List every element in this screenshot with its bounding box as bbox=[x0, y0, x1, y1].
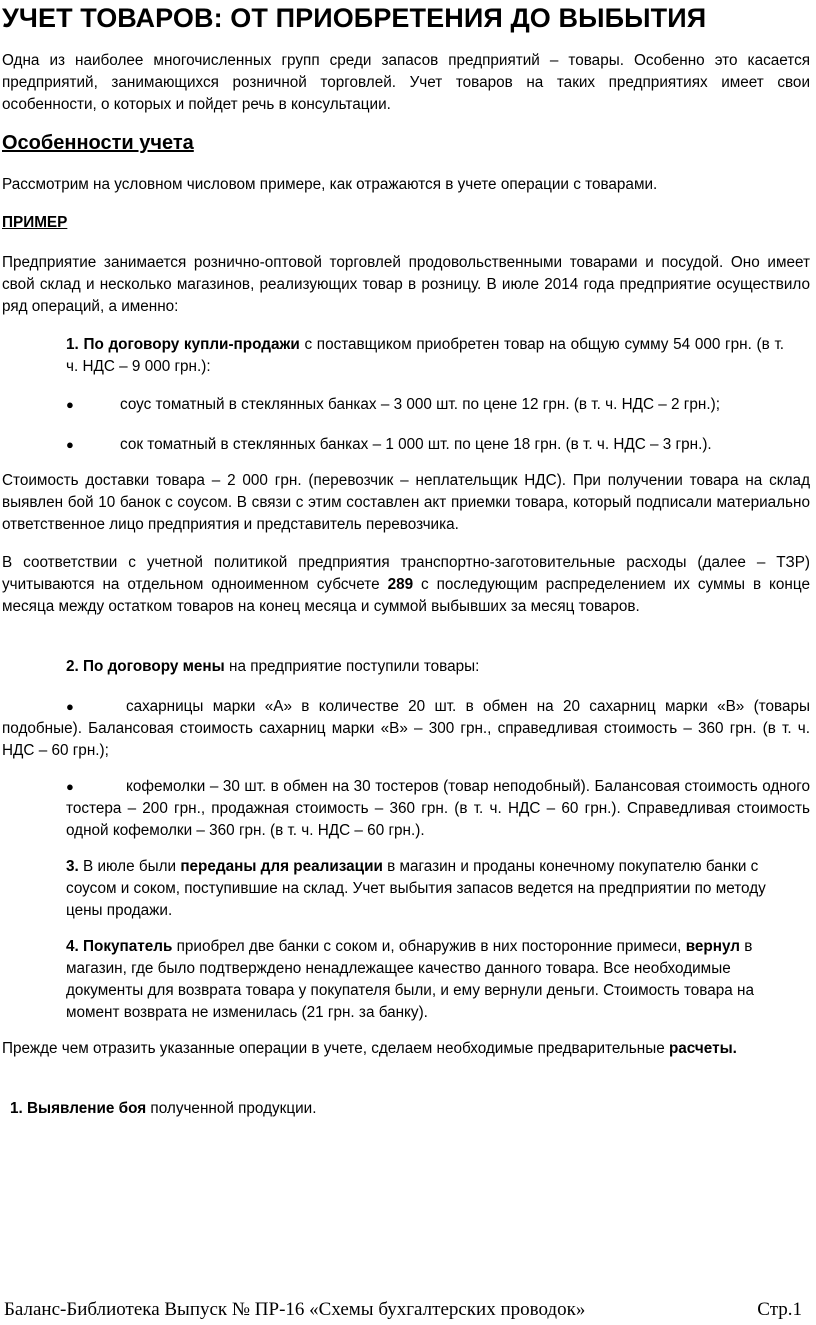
item-1-lead: 1. По договору купли-продажи bbox=[66, 336, 300, 353]
item-4-lead: 4. Покупатель bbox=[66, 938, 173, 955]
page-title: УЧЕТ ТОВАРОВ: ОТ ПРИОБРЕТЕНИЯ ДО ВЫБЫТИЯ bbox=[2, 3, 707, 33]
item-3-text-before: В июле были bbox=[78, 858, 181, 875]
step-1-lead: 1. Выявление боя bbox=[10, 1100, 147, 1117]
policy-text-before: В соответствии с учетной политикой предприятия транспортно-заготовительные расходы (далее – ТЗР) учитываются на отдельном одноименном субсчете bbox=[2, 554, 810, 593]
intro-paragraph: Одна из наиболее многочисленных групп среди запасов предприятий – товары. Особенно это касается предприятий, занимающихся розничной торговлей. Учет товаров на таких предприятиях имеет свои особенности, о которых и пойдет речь в консультации. bbox=[2, 52, 810, 113]
example-paragraph: Предприятие занимается рознично-оптовой торговлей продовольственными товарами и посудой. Оно имеет свой склад и несколько магазинов, реализующих товар в розницу. В июле 2014 года предприятие осуществило ряд операций, а именно: bbox=[2, 254, 810, 315]
policy-account: 289 bbox=[387, 576, 414, 593]
bullet-icon: ● bbox=[66, 397, 74, 412]
item-2-bullet-1: сахарницы марки «А» в количестве 20 шт. в обмен на 20 сахарниц марки «В» (товары подобные). Балансовая стоимость сахарниц марки «В» – 300 грн., справедливая стоимость – 360 грн. (в т. ч. НДС – 60 грн.); bbox=[2, 698, 810, 759]
page-number: Стр.1 bbox=[757, 1299, 802, 1320]
bullet-icon: ● bbox=[66, 437, 74, 452]
policy-paragraph bbox=[2, 552, 810, 618]
item-1-bullet-1: соус томатный в стеклянных банках – 3 000 шт. по цене 12 грн. (в т. ч. НДС – 2 грн.); bbox=[120, 396, 720, 413]
item-3-bold: переданы для реализации bbox=[180, 858, 383, 875]
calc-text: Прежде чем отразить указанные операции в учете, сделаем необходимые предварительные bbox=[2, 1040, 669, 1057]
section-heading: Особенности учета bbox=[2, 132, 194, 154]
footer-source: Баланс-Библиотека Выпуск № ПР-16 «Схемы бухгалтерских проводок» bbox=[4, 1299, 586, 1320]
item-2-lead: 2. По договору мены bbox=[66, 658, 225, 675]
bullet-icon: ● bbox=[66, 699, 74, 714]
item-4-paragraph bbox=[66, 936, 796, 1024]
item-2-paragraph bbox=[66, 656, 810, 678]
item-4-text-1: приобрел две банки с соком и, обнаружив в них посторонние примеси, bbox=[172, 938, 686, 955]
example-heading: ПРИМЕР bbox=[2, 214, 68, 231]
section-paragraph: Рассмотрим на условном числовом примере, как отражаются в учете операции с товарами. bbox=[2, 176, 658, 193]
item-3-text-after: в магазин и проданы конечному покупателю банки с соусом и соком, поступившие на склад. Учет выбытия запасов ведется на предприятии по методу цены продажи. bbox=[66, 858, 766, 919]
item-1-text: с поставщиком приобретен товар на общую сумму 54 000 грн. (в т. ч. НДС – 9 000 грн.): bbox=[66, 336, 785, 375]
step-1-paragraph bbox=[10, 1098, 800, 1120]
calc-paragraph bbox=[2, 1038, 794, 1060]
item-3-number: 3. bbox=[66, 858, 79, 875]
item-4-bold: вернул bbox=[685, 938, 741, 955]
step-1-text: полученной продукции. bbox=[146, 1100, 317, 1117]
item-2-text: на предприятие поступили товары: bbox=[224, 658, 480, 675]
item-2-bullet-2: кофемолки – 30 шт. в обмен на 30 тостеров (товар неподобный). Балансовая стоимость одного тостера – 200 грн., продажная стоимость – 360 грн. (в т. ч. НДС – 60 грн.). Справедливая стоимость одной кофемолки – 360 грн. (в т. ч. НДС – 60 грн.). bbox=[66, 778, 810, 839]
delivery-paragraph: Стоимость доставки товара – 2 000 грн. (перевозчик – неплательщик НДС). При получении товара на склад выявлен бой 10 банок с соусом. В связи с этим составлен акт приемки товара, который подписали материально ответственное лицо предприятия и представитель перевозчика. bbox=[2, 472, 810, 533]
item-1-bullet-2: сок томатный в стеклянных банках – 1 000 шт. по цене 18 грн. (в т. ч. НДС – 3 грн.). bbox=[120, 436, 712, 453]
bullet-icon: ● bbox=[66, 779, 74, 794]
policy-text-after: с последующим распределением их суммы в конце месяца между остатком товаров на конец месяца и суммой выбывших за месяц товаров. bbox=[2, 576, 810, 615]
item-1-paragraph bbox=[66, 334, 784, 378]
calc-bold: расчеты. bbox=[668, 1040, 737, 1057]
item-3-paragraph bbox=[66, 856, 796, 922]
item-4-text-2: в магазин, где было подтверждено ненадлежащее качество данного товара. Все необходимые документы для возврата товара у покупателя были, и ему вернули деньги. Стоимость товара на момент возврата не изменилась (21 грн. за банку). bbox=[66, 938, 754, 1021]
